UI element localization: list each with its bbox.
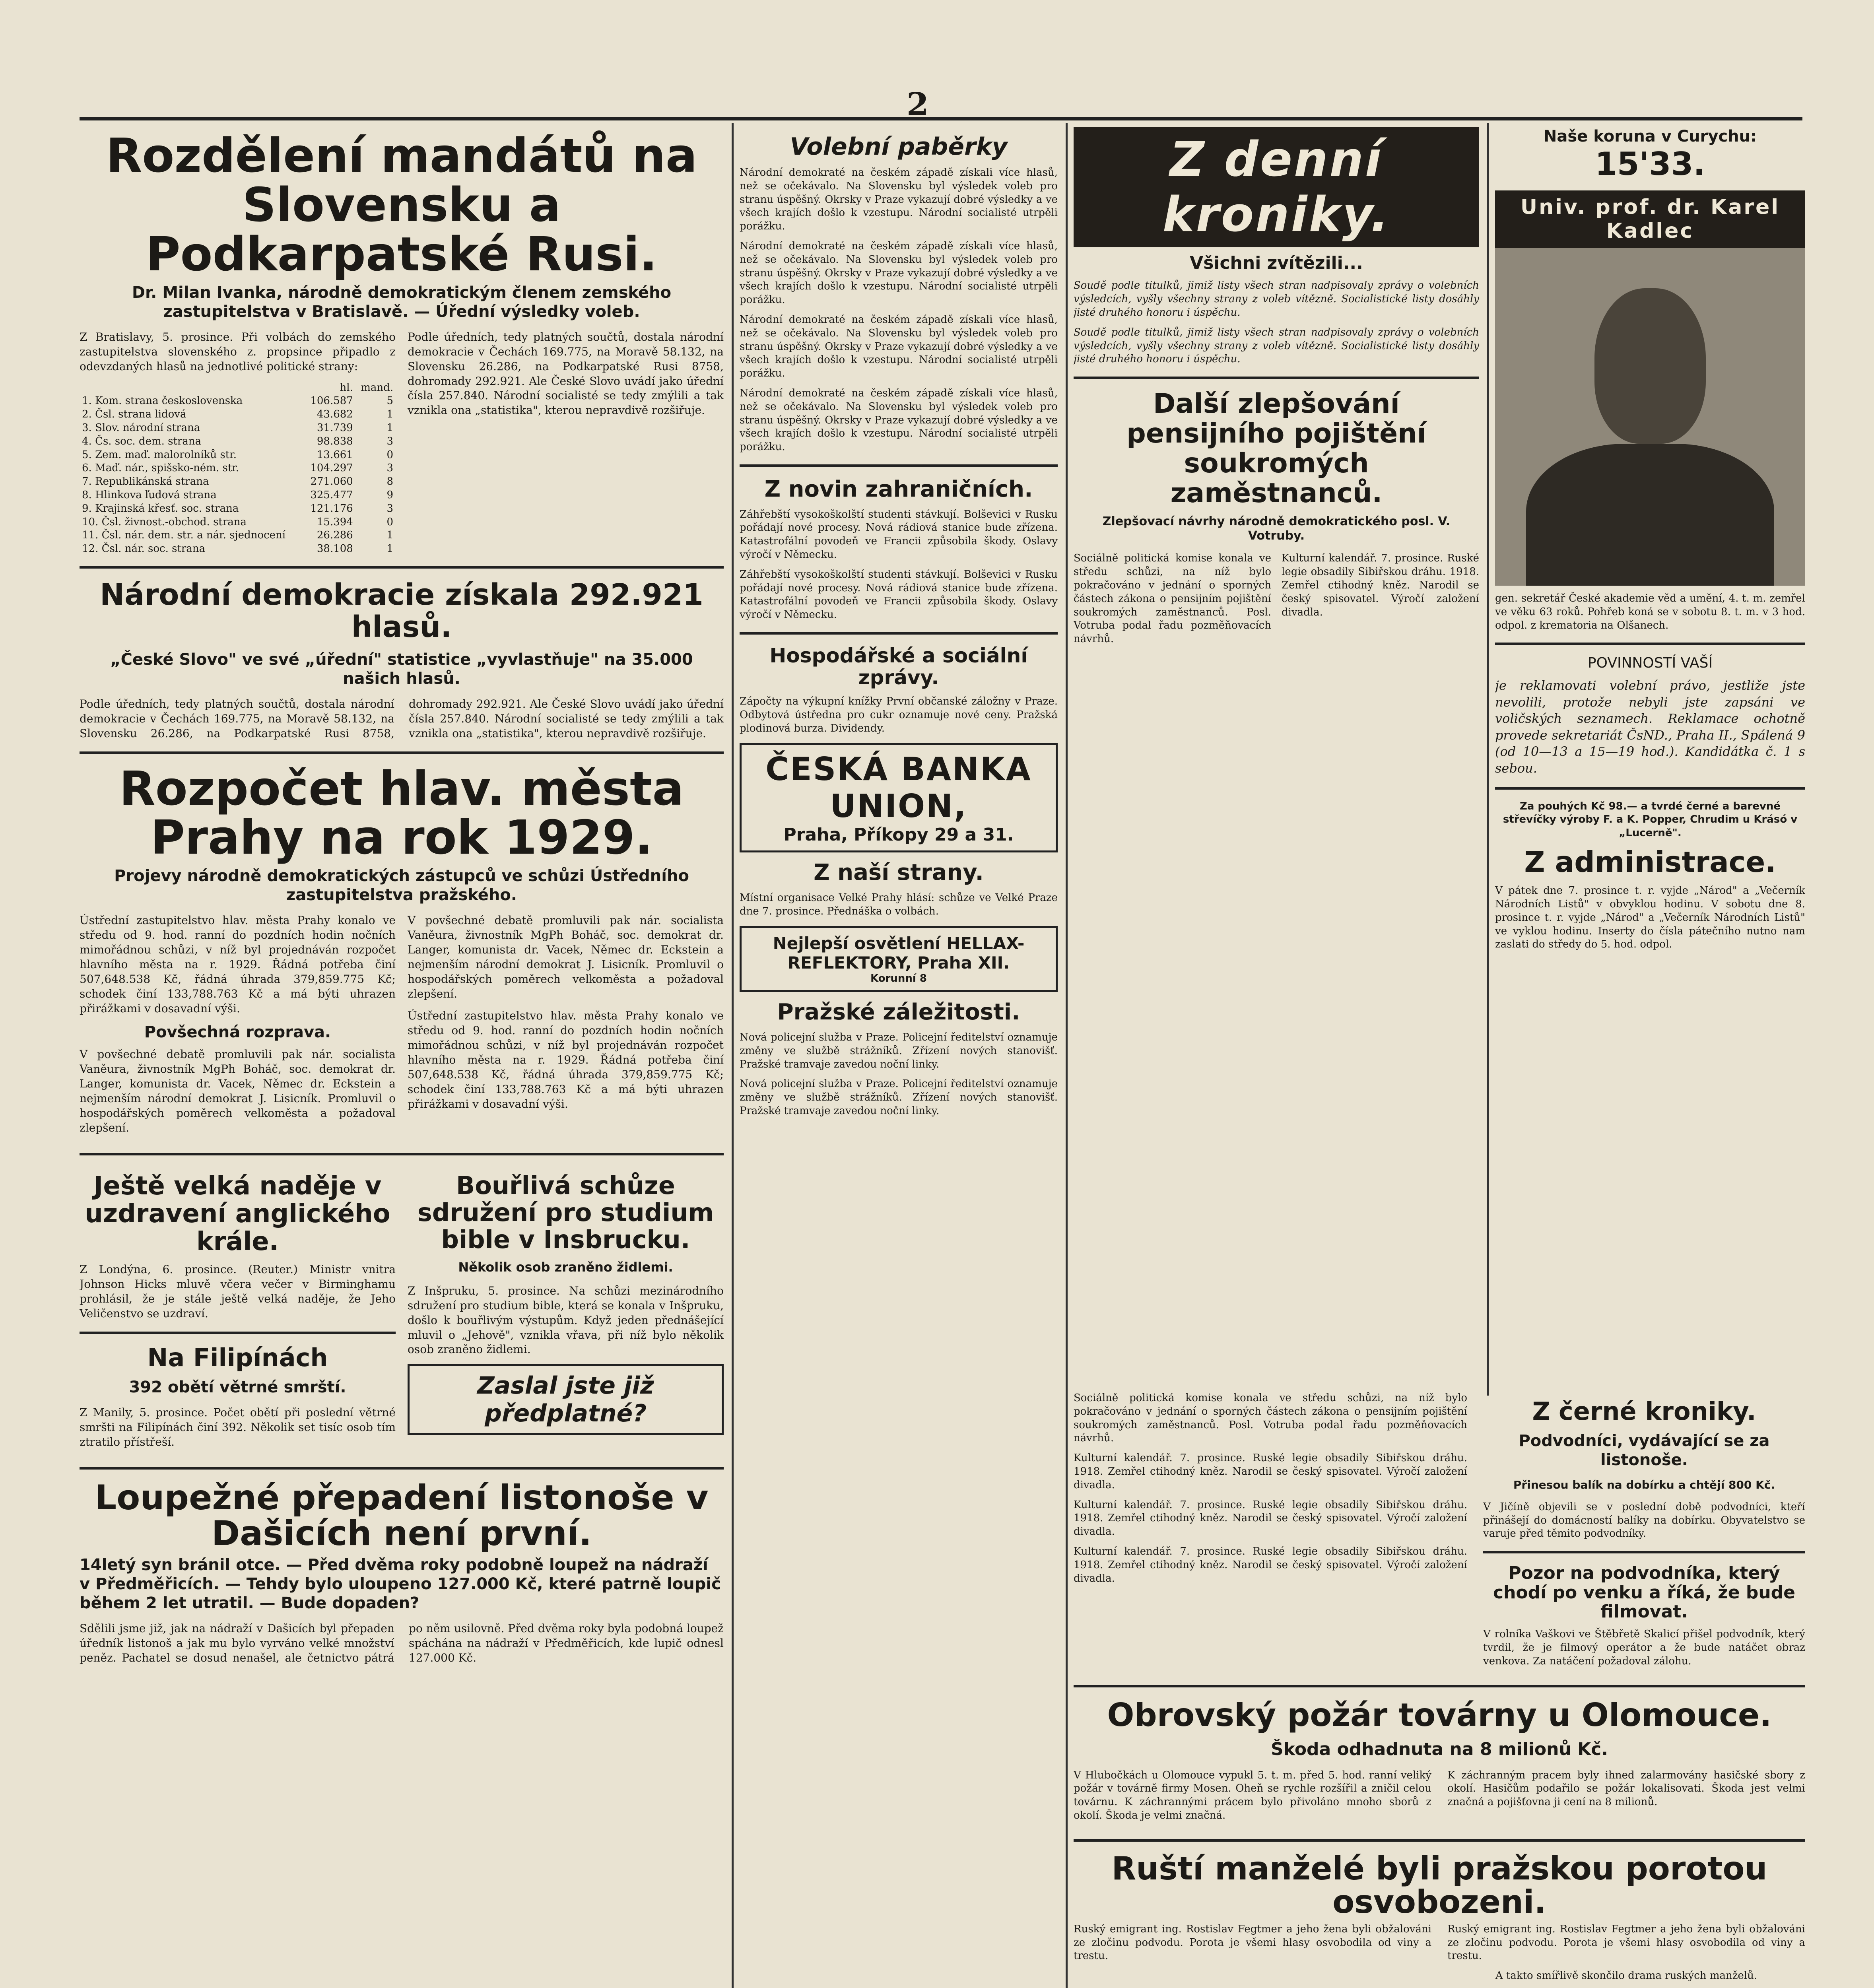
rozpocet-subtitle: Projevy národně demokratických zástupců ve schůzi Ústředního zastupitelstva pražského. [114, 867, 689, 905]
table-row: 1. Kom. strana československa 106.587 5 [82, 395, 393, 407]
vsichni-headline: Všichni zvítězili... [1190, 253, 1363, 273]
rusti-text: Ruský emigrant ing. Rostislav Fegtmer a jeho žena byli obžalováni ze zločinu podvodu. Porota je všemi hlasy osvobodila od viny a trestu. [1074, 1923, 1431, 1962]
cerne-subtitle-2: Přinesou balík na dobírku a chtějí 800 Kč. [1513, 1478, 1775, 1492]
volebni-text: Národní demokraté na českém západě získali více hlasů, než se očekávalo. Na Slovensku byl výsledek voleb pro stranu úspěšný. Okrsky v Praze vykazují dobré výsledky a ve všech krajích došlo k vzestupu. Národní socialisté utrpěli porážku. [740, 167, 1058, 233]
pozar-subtitle: Škoda odhadnuta na 8 milionů Kč. [1271, 1739, 1608, 1759]
section-rule [80, 751, 724, 754]
mandaty-subtitle: Dr. Milan Ivanka, národně demokratickým členem zemského zastupitelstva v Bratislavě. — Úřední výsledky voleb. [132, 283, 672, 321]
cerne-headline: Z černé kroniky. [1532, 1397, 1756, 1426]
administrace-headline: Z administrace. [1524, 845, 1776, 879]
hospodarske-text: Zápočty na výkupní knížky První občanské záložny v Praze. Odbytová ústředna pro cukr oznamuje nové ceny. Pražská plodinová burza. Dividendy. [740, 695, 1058, 734]
listonose-subtitle: 14letý syn bránil otce. — Před dvěma roky podobně loupež na nádraží v Předměřicích. — Tehdy bylo uloupeno 127.000 Kč, které patrně loupič během 2 let utratil. — Bude dopaden? [80, 1556, 721, 1613]
table-row: 9. Krajinská křesť. soc. strana 121.176 3 [82, 502, 393, 514]
section-rule [1483, 1551, 1805, 1553]
filipiny-headline: Na Filipínách [147, 1343, 328, 1372]
rozpocet-headline: Rozpočet hlav. města Prahy na rok 1929. [119, 761, 684, 865]
column-right [1495, 127, 1805, 1384]
listonose-headline: Loupežné přepadení listonoše v Dašicích není první. [95, 1477, 709, 1554]
table-row: 11. Čsl. nár. dem. str. a nár. sjednocení 26.286 1 [82, 529, 393, 542]
koruna-label: Naše koruna v Curychu: [1543, 127, 1757, 146]
vsichni-text-2: Soudě podle titulků, jimiž listy všech stran nadpisovaly zprávy o volebních výsledcích, vyšly všechny strany z voleb vítězně. Socialistické listy dosáhly jisté druhého honoru i úspěchu. [1074, 326, 1479, 365]
zahranicni-text-2: Záhřebští vysokoškolští studenti stávkují. Bolševici v Rusku pořádají nové procesy. Nová rádiová stanice bude zřízena. Katastrofální povodeň ve Francii způsobila škody. Oslavy výročí v Německu. [740, 568, 1058, 621]
bank-advertisement [740, 743, 1058, 852]
table-row: 7. Republikánská strana 271.060 8 [82, 476, 393, 488]
pensijni-text: Sociálně politická komise konala ve středu schůzi, na níž bylo pokračováno v jednání o sporných částech zákona o pensijním pojištění soukromých zaměstnanců. Posl. Votruba podal řadu pozměňovacích návrhů. [1074, 552, 1271, 645]
povinnost-text: je reklamovati volební právo, jestliže jste nevolili, protože nebyli jste zapsáni ve voličských seznamech. Reklamace ochotně provede sekretariát ČsND., Praha II., Spálená 9 (od 10—13 a 15—19 hod.). Kandidátka č. 1 s sebou. [1495, 678, 1805, 776]
pensijni-headline: Další zlepšování pensijního pojištění soukromých zaměstnanců. [1126, 388, 1426, 509]
rusti-text-2: Ruský emigrant ing. Rostislav Fegtmer a jeho žena byli obžalováni ze zločinu podvodu. Porota je všemi hlasy osvobodila od viny a trestu. [1447, 1923, 1805, 1962]
rozpocet-text-2: V povšechné debatě promluvili pak nár. socialista Vaněura, živnostník MgPh Boháč, soc. demokrat dr. Langer, komunista dr. Vacek, Němec dr. Eckstein a nejmenším národní demokrat J. Lisicník. Promluvil o hospodářských poměrech velkoměsta a požadoval zlepšení. [80, 1047, 396, 1134]
column-right-center [1074, 127, 1479, 1193]
volebni-headline: Volební paběrky [790, 133, 1008, 161]
section-rule [80, 566, 724, 569]
cerne-subtitle: Podvodníci, vydávající se za listonoše. [1519, 1432, 1770, 1470]
prazske-headline: Pražské záležitosti. [777, 999, 1020, 1025]
kral-text: Z Londýna, 6. prosince. (Reuter.) Ministr vnitra Johnson Hicks mluvě včera večer v Birminghamu prohlásil, že je stále ještě velká naděje, že Jeho Veličenstvo se uzdraví. [80, 1262, 396, 1320]
table-row: 12. Čsl. nár. soc. strana 38.108 1 [82, 543, 393, 555]
mandaty-headline: Rozdělení mandátů na Slovensku a Podkarpatské Rusi. [106, 128, 697, 282]
column-left [80, 127, 724, 1988]
lower-kulturni-cont-2: Kulturní kalendář. 7. prosince. Ruské legie obsadily Sibiřskou dráhu. 1918. Zemřel ctihodný kněz. Narodil se český spisovatel. Výročí založení divadla. [1074, 1499, 1467, 1538]
bank-name: ČESKÁ BANKA UNION, [765, 751, 1032, 825]
vsichni-text: Soudě podle titulků, jimiž listy všech stran nadpisovaly zprávy o volebních výsledcích, vyšly všechny strany z voleb vítězně. Socialistické listy dosáhly jisté druhého honoru i úspěchu. [1074, 280, 1479, 318]
mandaty-lead: Z Bratislavy, 5. prosince. Při volbách do zemského zastupitelstva slovenského z. propsince připadlo z odevzdaných hlasů na jednotlivé politické strany: [80, 330, 396, 373]
table-header [80, 381, 396, 395]
table-row: 8. Hlinkova ľudová strana 325.477 9 [82, 489, 393, 501]
page-number: 2 [907, 85, 929, 123]
section-rule [1495, 787, 1805, 790]
denni-kronika-banner: Z denní kroniky. [1074, 127, 1479, 247]
rusti-headline: Ruští manželé byli pražskou porotou osvobozeni. [1111, 1850, 1767, 1920]
section-rule [740, 632, 1058, 635]
hellax-address: Korunní 8 [870, 973, 927, 985]
lower-kulturni-cont: Kulturní kalendář. 7. prosince. Ruské legie obsadily Sibiřskou dráhu. 1918. Zemřel ctihodný kněz. Narodil se český spisovatel. Výročí založení divadla. [1074, 1452, 1467, 1491]
narodni-demokracie-text: Podle úředních, tedy platných součtů, dostala národní demokracie v Čechách 169.775, na Moravě 58.132, na Slovensku 26.286, na Podkarpatské Rusi 8758, dohromady 292.921. Ale České Slovo uvádí jako úřední čísla 257.840. Národní socialisté se tedy zmýlili a tak vznikla ona „statistika", kterou nepravdivě rozšiřuje. [80, 697, 724, 740]
hospodarske-headline: Hospodářské a sociální zprávy. [769, 644, 1028, 689]
pensijni-subtitle: Zlepšovací návrhy národně demokratického posl. V. Votruby. [1102, 514, 1451, 543]
table-row: 3. Slov. národní strana 31.739 1 [82, 421, 393, 434]
top-rule [80, 117, 1802, 120]
table-row: 5. Zem. maď. malorolníků str. 13.661 0 [82, 448, 393, 461]
section-rule [740, 464, 1058, 467]
rozpocet-text-cont: V povšechné debatě promluvili pak nár. socialista Vaněura, živnostník MgPh Boháč, soc. demokrat dr. Langer, komunista dr. Vacek, Němec dr. Eckstein a nejmenším národní demokrat J. Lisicník. Promluvil o hospodářských poměrech velkoměsta a požadoval zlepšení. [408, 914, 724, 1001]
rozpocet-text: Ústřední zastupitelstvo hlav. města Prahy konalo ve středu od 9. hod. ranní do pozdních hodin nočních mimořádnou schůzi, v níž byl projednáván rozpočet hlavního města na r. 1929. Řádná potřeba činí 507,648.538 Kč, řádná úhrada 379,859.775 Kč; schodek činí 133,788.763 Kč a má býti uhrazen přirážkami v dosavadní výši. [80, 914, 396, 1015]
rozpocet-section-heading: Povšechná rozprava. [144, 1023, 331, 1041]
bible-headline: Bouřlivá schůze sdružení pro studium bible v Insbrucku. [417, 1171, 714, 1254]
volebni-text-4: Národní demokraté na českém západě získali více hlasů, než se očekávalo. Na Slovensku byl výsledek voleb pro stranu úspěšný. Okrsky v Praze vykazují dobré výsledky a ve všech krajích došlo k vzestupu. Národní socialisté utrpěli porážku. [740, 387, 1058, 453]
filipiny-subtitle: 392 obětí větrné smrští. [129, 1378, 346, 1396]
pozor-text: V rolníka Vaškovi ve Štěbřetě Skalicí přišel podvodník, který tvrdil, že je filmový operátor a že bude natáčet obraz venkova. Za natáčení požadoval zálohu. [1483, 1628, 1805, 1667]
volebni-text-2: Národní demokraté na českém západě získali více hlasů, než se očekávalo. Na Slovensku byl výsledek voleb pro stranu úspěšný. Okrsky v Praze vykazují dobré výsledky a ve všech krajích došlo k vzestupu. Národní socialisté utrpěli porážku. [740, 240, 1058, 306]
header-mandates: mand. [361, 381, 393, 394]
lower-right-block [1074, 1392, 1805, 1988]
pozar-text: V Hlubočkách u Olomouce vypukl 5. t. m. před 5. hod. ranní veliký požár v továrně firmy Mosen. Oheň se rychle rozšířil a zničil celou továrnu. K záchrannými prácem bylo přivoláno mnoho sborů z okolí. Škoda je velmi značná. [1074, 1769, 1431, 1821]
zachrana-text: K záchranným pracem byly ihned zalarmovány hasičské sbory z okolí. Hasičům podařilo se požár lokalisovati. Škoda jest velmi značná a pojišťovna ji cení na 8 milionů. [1447, 1769, 1805, 1808]
header-votes: hl. [340, 381, 353, 394]
listonose-text: Sdělili jsme již, jak na nádraží v Dašicích byl přepaden úředník listonoš a jak mu bylo vyrváno velké množství peněz. Pachatel se dosud nenašel, ale četnictvo pátrá po něm usilovně. Před dvěma roky byla podobná loupež spáchána na nádraží v Předměřicích, kde lupič odnesl 127.000 Kč. [80, 1622, 724, 1665]
section-rule [80, 1153, 724, 1155]
rozpocet-text-cont-2: Ústřední zastupitelstvo hlav. města Prahy konalo ve středu od 9. hod. ranní do pozdních hodin nočních mimořádnou schůzi, v níž byl projednáván rozpočet hlavního města na r. 1929. Řádná potřeba činí 507,648.538 Kč, řádná úhrada 379,859.775 Kč; schodek činí 133,788.763 Kč a má býti uhrazen přirážkami v dosavadní výši. [408, 1009, 724, 1110]
bible-subtitle: Několik osob zraněno židlemi. [458, 1260, 673, 1275]
bible-text: Z Inšpruku, 5. prosince. Na schůzi mezinárodního sdružení pro studium bible, která se konala v Inšpruku, došlo k bouřlivým výstupům. Když jeden přednášející mluvil o „Jehově", vznikla vřava, při níž bylo několik osob zraněno židlemi. [408, 1284, 724, 1356]
hellax-advertisement [740, 926, 1058, 992]
table-row: 10. Čsl. živnost.-obchod. strana 15.394 0 [82, 516, 393, 528]
table-row: 4. Čs. soc. dem. strana 98.838 3 [82, 435, 393, 447]
administrace-text: V pátek dne 7. prosince t. r. vyjde „Národ" a „Večerník Národních Listů" v obvyklou hodinu. V sobotu dne 8. prosince t. r. vyjde „Národ" a „Večerník Národních Listů" ve vyklou hodinu. Inserty do čísla pátečního nutno nam zaslati do středy do 5. hod. odpol. [1495, 885, 1805, 951]
lower-pensijni-cont: Sociálně politická komise konala ve středu schůzi, na níž bylo pokračováno v jednání o sporných částech zákona o pensijním pojištění soukromých zaměstnanců. Posl. Votruba podal řadu pozměňovacích návrhů. [1074, 1392, 1467, 1444]
filipiny-text: Z Manily, 5. prosince. Počet obětí při poslední větrné smršti na Filipínách činí 392. Několik set tisíc osob tím ztratilo přístřeší. [80, 1406, 396, 1448]
narodni-demokracie-subtitle: „České Slovo" ve své „úřední" statistice „vyvlastňuje" na 35.000 našich hlasů. [110, 650, 693, 688]
koruna-value: 15'33. [1595, 146, 1705, 182]
portrait-head [1594, 288, 1706, 444]
pozar-headline: Obrovský požár továrny u Olomouce. [1107, 1696, 1772, 1734]
table-row: 6. Maď. nár., spišsko-ném. str. 104.297 3 [82, 462, 393, 474]
prazske-text: Nová policejní služba v Praze. Policejní ředitelství oznamuje změny ve službě strážníků. Zřízení nových stanovišť. Pražské tramvaje zavedou noční linky. [740, 1031, 1058, 1070]
hellax-name: Nejlepší osvětlení HELLAX-REFLEKTORY, Praha XII. [773, 934, 1025, 973]
kadlec-text: gen. sekretář České akademie věd a umění, 4. t. m. zemřel ve věku 63 roků. Pohřeb koná se v sobotu 8. t. m. v 3 hod. odpol. z krematoria na Olšanech. [1495, 592, 1805, 631]
section-rule [1074, 377, 1479, 379]
prazske-text-2: Nová policejní služba v Praze. Policejní ředitelství oznamuje změny ve službě strážníků. Zřízení nových stanovišť. Pražské tramvaje zavedou noční linky. [740, 1078, 1058, 1117]
z-nasi-strany-text: Místní organisace Velké Prahy hlásí: schůze ve Velké Praze dne 7. prosince. Přednáška o volbách. [740, 891, 1058, 917]
kadlec-caption: Univ. prof. dr. Karel Kadlec [1495, 190, 1805, 248]
kulturni-text: Kulturní kalendář. 7. prosince. Ruské legie obsadily Sibiřskou dráhu. 1918. Zemřel ctihodný kněz. Narodil se český spisovatel. Výročí založení divadla. [1282, 552, 1479, 618]
section-rule [80, 1467, 724, 1470]
narodni-demokracie-headline: Národní demokracie získala 292.921 hlasů. [100, 577, 703, 645]
povinnost-headline: POVINNOSTÍ VAŠÍ [1587, 655, 1713, 672]
volebni-text-3: Národní demokraté na českém západě získali více hlasů, než se očekávalo. Na Slovensku byl výsledek voleb pro stranu úspěšný. Okrsky v Praze vykazují dobré výsledky a ve všech krajích došlo k vzestupu. Národní socialisté utrpěli porážku. [740, 313, 1058, 380]
lower-kulturni-cont-3: Kulturní kalendář. 7. prosince. Ruské legie obsadily Sibiřskou dráhu. 1918. Zemřel ctihodný kněz. Narodil se český spisovatel. Výročí založení divadla. [1074, 1545, 1467, 1584]
kral-headline: Ještě velká naděje v uzdravení anglického krále. [85, 1171, 390, 1257]
section-rule [80, 1332, 396, 1334]
zahranicni-text: Záhřebští vysokoškolští studenti stávkují. Bolševici v Rusku pořádají nové procesy. Nová rádiová stanice bude zřízena. Katastrofální povodeň ve Francii způsobila škody. Oslavy výročí v Německu. [740, 508, 1058, 561]
column-divider [732, 123, 734, 1988]
cerne-text: V Jičíně objevili se v poslední době podvodníci, kteří přinášejí do domácností balíky na dobírku. Obyvatelstvo se varuje před těmito podvodníky. [1483, 1501, 1805, 1540]
z-nasi-strany-headline: Z naší strany. [814, 860, 984, 886]
column-divider [1487, 123, 1489, 1396]
strevicky-advertisement: Za pouhých Kč 98.— a tvrdé černé a barevné střevíčky výroby F. a K. Popper, Chrudim u Krásó v „Lucerně". [1503, 800, 1798, 839]
zahranicni-headline: Z novin zahraničních. [764, 476, 1033, 502]
bank-address: Praha, Příkopy 29 a 31. [783, 825, 1014, 845]
rusti-closing: A takto smířlivě skončilo drama ruských manželů. [1495, 1970, 1757, 1982]
section-rule [1495, 643, 1805, 645]
narodni-demokracie-text-right: Podle úředních, tedy platných součtů, dostala národní demokracie v Čechách 169.775, na Moravě 58.132, na Slovensku 26.286, na Podkarpatské Rusi 8758, dohromady 292.921. Ale České Slovo uvádí jako úřední čísla 257.840. Národní socialisté se tedy zmýlili a tak vznikla ona „statistika", kterou nepravdivě rozšiřuje. [408, 330, 724, 417]
column-center [740, 127, 1058, 1988]
pozor-headline: Pozor na podvodníka, který chodí po venku a říká, že bude filmovat. [1493, 1563, 1796, 1622]
portrait-shoulders [1526, 444, 1774, 586]
portrait-photo [1495, 248, 1805, 586]
results-table [80, 381, 396, 556]
table-row: 2. Čsl. strana lidová 43.682 1 [82, 408, 393, 421]
section-rule [1074, 1685, 1805, 1687]
section-rule [1074, 1839, 1805, 1842]
subscription-reminder: Zaslal jste již předplatné? [408, 1364, 724, 1435]
column-divider [1066, 123, 1068, 1988]
